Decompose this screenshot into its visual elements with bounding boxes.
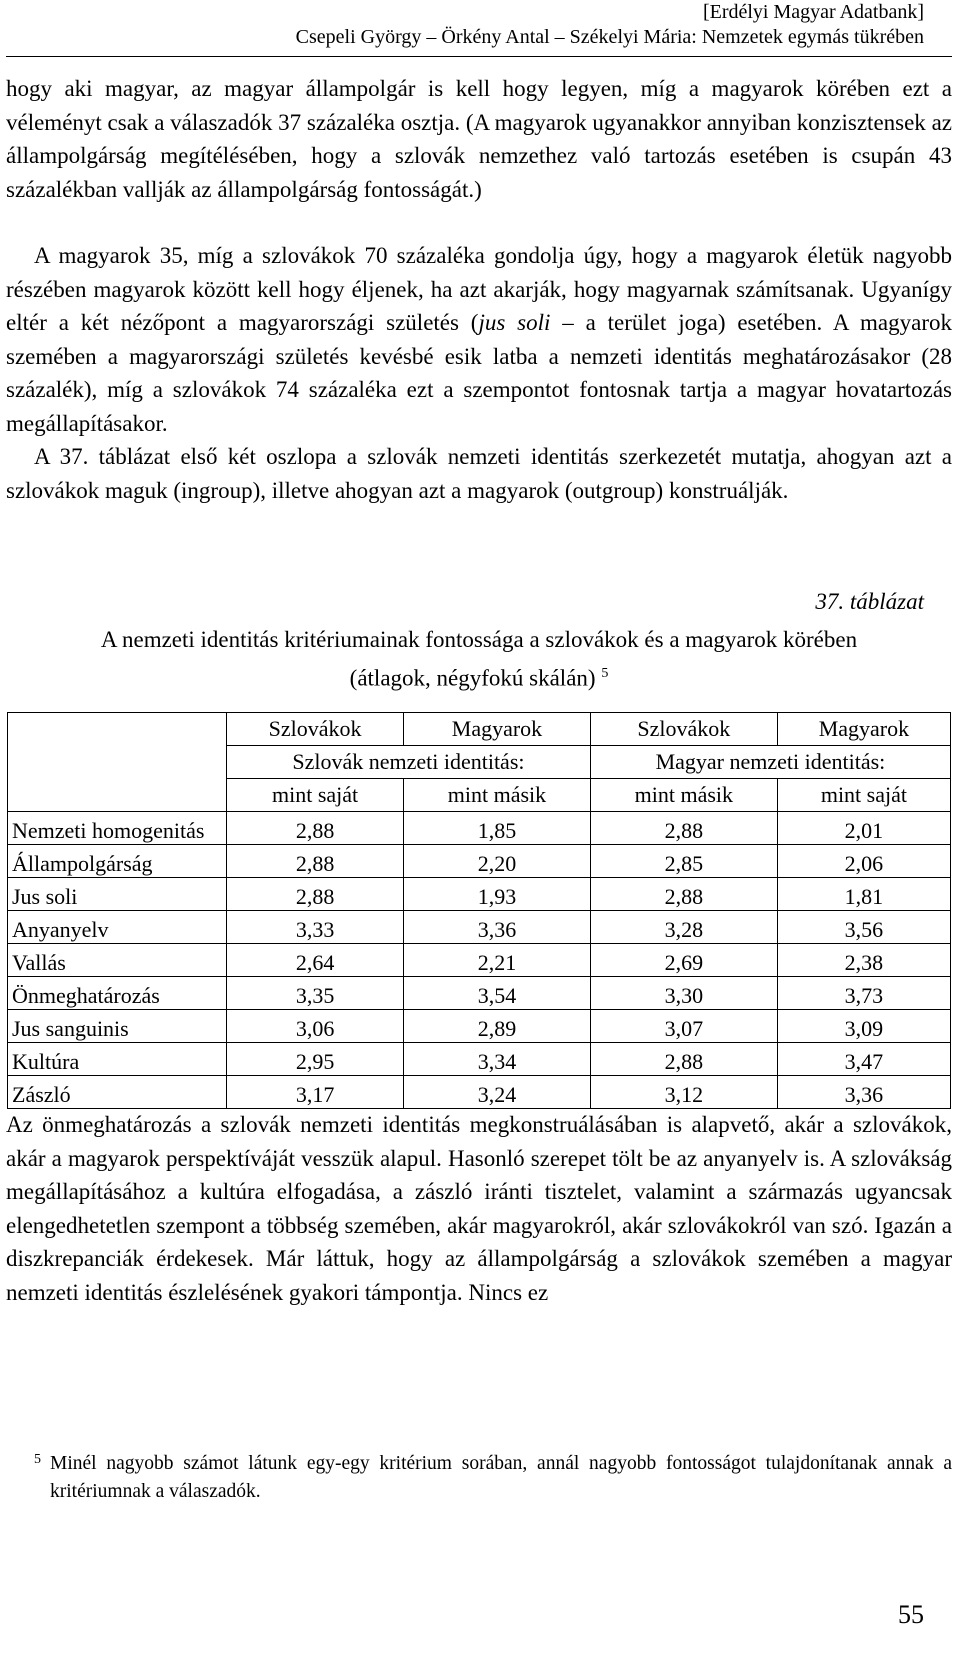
- table-title-line1: A nemzeti identitás kritériumainak fontossága a szlovákok és a magyarok körében: [100, 627, 858, 652]
- table-cell: 3,24: [404, 1076, 591, 1109]
- row-label: Vallás: [8, 944, 227, 977]
- paragraph-2-part1: A magyarok 35, míg a szlovákok 70 százaléka gondolja úgy, hogy a magyarok életük nagyobb részében magyarok között kell hogy éljenek, ha azt akarják, hogy magyarnak számítsanak. Ugyanígy eltér a két nézőpont a magyarországi születés (: [6, 243, 952, 335]
- row-label: Nemzeti homogenitás: [8, 812, 227, 845]
- col-subheader: mint másik: [590, 779, 777, 812]
- table-cell: 2,38: [777, 944, 950, 977]
- table-row: [8, 845, 951, 878]
- table-cell: 3,30: [590, 977, 777, 1010]
- table-row: [8, 911, 951, 944]
- table-header-row-3: [8, 779, 951, 812]
- table-cell: 2,88: [590, 1043, 777, 1076]
- table-cell: 3,36: [777, 1076, 950, 1109]
- header-source: [Erdélyi Magyar Adatbank]: [702, 1, 924, 23]
- table-cell: 2,85: [590, 845, 777, 878]
- table-header-row-2: [8, 746, 951, 779]
- table-cell: 3,35: [227, 977, 404, 1010]
- table-row: [8, 1043, 951, 1076]
- table-footnote-ref: 5: [601, 666, 609, 681]
- table-cell: 3,33: [227, 911, 404, 944]
- header-authors-title: Csepeli György – Örkény Antal – Székelyi Mária: Nemzetek egymás tükrében: [295, 26, 924, 48]
- table-body: [8, 812, 951, 1109]
- table-cell: 3,36: [404, 911, 591, 944]
- table-cell: 1,85: [404, 812, 591, 845]
- table-cell: 3,09: [777, 1010, 950, 1043]
- table-row: [8, 878, 951, 911]
- row-label: Anyanyelv: [8, 911, 227, 944]
- table-caption: [6, 589, 952, 696]
- table-cell: 2,95: [227, 1043, 404, 1076]
- table-cell: 2,88: [227, 845, 404, 878]
- col-subheader: mint saját: [777, 779, 950, 812]
- table-cell: 2,88: [590, 878, 777, 911]
- row-label: Állampolgárság: [8, 845, 227, 878]
- table-row: [8, 944, 951, 977]
- paragraph-2: [6, 239, 952, 440]
- table-title-line2: [6, 657, 952, 696]
- table-cell: 2,06: [777, 845, 950, 878]
- table-cell: 2,64: [227, 944, 404, 977]
- table-cell: 1,81: [777, 878, 950, 911]
- table-cell: 3,54: [404, 977, 591, 1010]
- table-cell: 2,88: [227, 812, 404, 845]
- table-title-line2-text: (átlagok, négyfokú skálán): [349, 665, 596, 691]
- group-header: Szlovák nemzeti identitás:: [227, 746, 591, 779]
- paragraph-1: hogy aki magyar, az magyar állampolgár is kell hogy legyen, míg a magyarok körében ezt a véleményt csak a válaszadók 37 százaléka osztja. (A magyarok ugyanakkor annyiban konzisztensek az állampolgárság megítélésében, hogy a szlovák nemzethez való tartozás esetében is csupán 43 százalékban vallják az állampolgárság fontosságát.): [6, 76, 952, 202]
- table-corner-cell: [8, 779, 227, 812]
- table-cell: 2,89: [404, 1010, 591, 1043]
- paragraph-3: A 37. táblázat első két oszlopa a szlovák nemzeti identitás szerkezetét mutatja, ahogyan azt a szlovákok maguk (ingroup), illetve ahogyan azt a magyarok (outgroup) konstruálják.: [6, 444, 952, 503]
- paragraph-4: Az önmeghatározás a szlovák nemzeti identitás megkonstruálásában is alapvető, akár a szlovákok, akár a magyarok perspektíváját vesszük alapul. Hasonló szerepet tölt be az anyanyelv is. A szlovákság megállapításához a kultúra elfogadása, a zászló iránti tisztelet, valamint a származás ugyancsak elengedhetetlen szempont a többség szemében, akár magyarokról, akár szlovákokról van szó. Igazán a diszkrepanciák érdekesek. Már láttuk, hogy az állampolgárság a szlovákok szemében a magyar nemzeti identitás észlelésének gyakori támpontja. Nincs ez: [6, 1112, 952, 1305]
- table-row: [8, 812, 951, 845]
- table-row: [8, 1076, 951, 1109]
- table-cell: 3,47: [777, 1043, 950, 1076]
- col-header: Szlovákok: [590, 713, 777, 746]
- table-cell: 3,07: [590, 1010, 777, 1043]
- row-label: Kultúra: [8, 1043, 227, 1076]
- table-cell: 2,21: [404, 944, 591, 977]
- footnote-text: Minél nagyobb számot látunk egy-egy kritérium sorában, annál nagyobb fontosságot tulajdonítanak annak a kritériumnak a válaszadók.: [50, 1453, 952, 1502]
- table-corner-cell: [8, 713, 227, 746]
- row-label: Jus soli: [8, 878, 227, 911]
- table-cell: 2,69: [590, 944, 777, 977]
- table-cell: 3,34: [404, 1043, 591, 1076]
- table-row: [8, 977, 951, 1010]
- table-corner-cell: [8, 746, 227, 779]
- col-header: Magyarok: [404, 713, 591, 746]
- table-cell: 2,20: [404, 845, 591, 878]
- table-number: 37. táblázat: [815, 589, 924, 614]
- footnote: [6, 1450, 952, 1506]
- paragraph-2-part2: – a terület joga) esetében. A magyarok szemében a magyarországi születés kevésbé esik latba a nemzeti identitás meghatározásakor (28 százalék), míg a szlovákok 74 százaléka ezt a szempontot fontosnak tartja a magyar hovatartozás megállapításakor.: [6, 310, 952, 436]
- group-header: Magyar nemzeti identitás:: [590, 746, 950, 779]
- table-cell: 3,06: [227, 1010, 404, 1043]
- table-cell: 3,12: [590, 1076, 777, 1109]
- running-header: [224, 0, 924, 50]
- col-subheader: mint másik: [404, 779, 591, 812]
- row-label: Jus sanguinis: [8, 1010, 227, 1043]
- criteria-table: [7, 712, 951, 1109]
- row-label: Önmeghatározás: [8, 977, 227, 1010]
- table-cell: 2,01: [777, 812, 950, 845]
- header-divider: [6, 56, 952, 57]
- col-subheader: mint saját: [227, 779, 404, 812]
- footnote-number: 5: [34, 1452, 41, 1467]
- table-cell: 3,17: [227, 1076, 404, 1109]
- col-header: Magyarok: [777, 713, 950, 746]
- table-row: [8, 1010, 951, 1043]
- table-cell: 3,56: [777, 911, 950, 944]
- page-number: 55: [898, 1600, 924, 1629]
- table-cell: 2,88: [227, 878, 404, 911]
- row-label: Zászló: [8, 1076, 227, 1109]
- paragraph-2-italic: jus soli: [478, 310, 551, 335]
- table-cell: 3,73: [777, 977, 950, 1010]
- table-header-row-1: [8, 713, 951, 746]
- table-cell: 1,93: [404, 878, 591, 911]
- table-cell: 2,88: [590, 812, 777, 845]
- table-cell: 3,28: [590, 911, 777, 944]
- col-header: Szlovákok: [227, 713, 404, 746]
